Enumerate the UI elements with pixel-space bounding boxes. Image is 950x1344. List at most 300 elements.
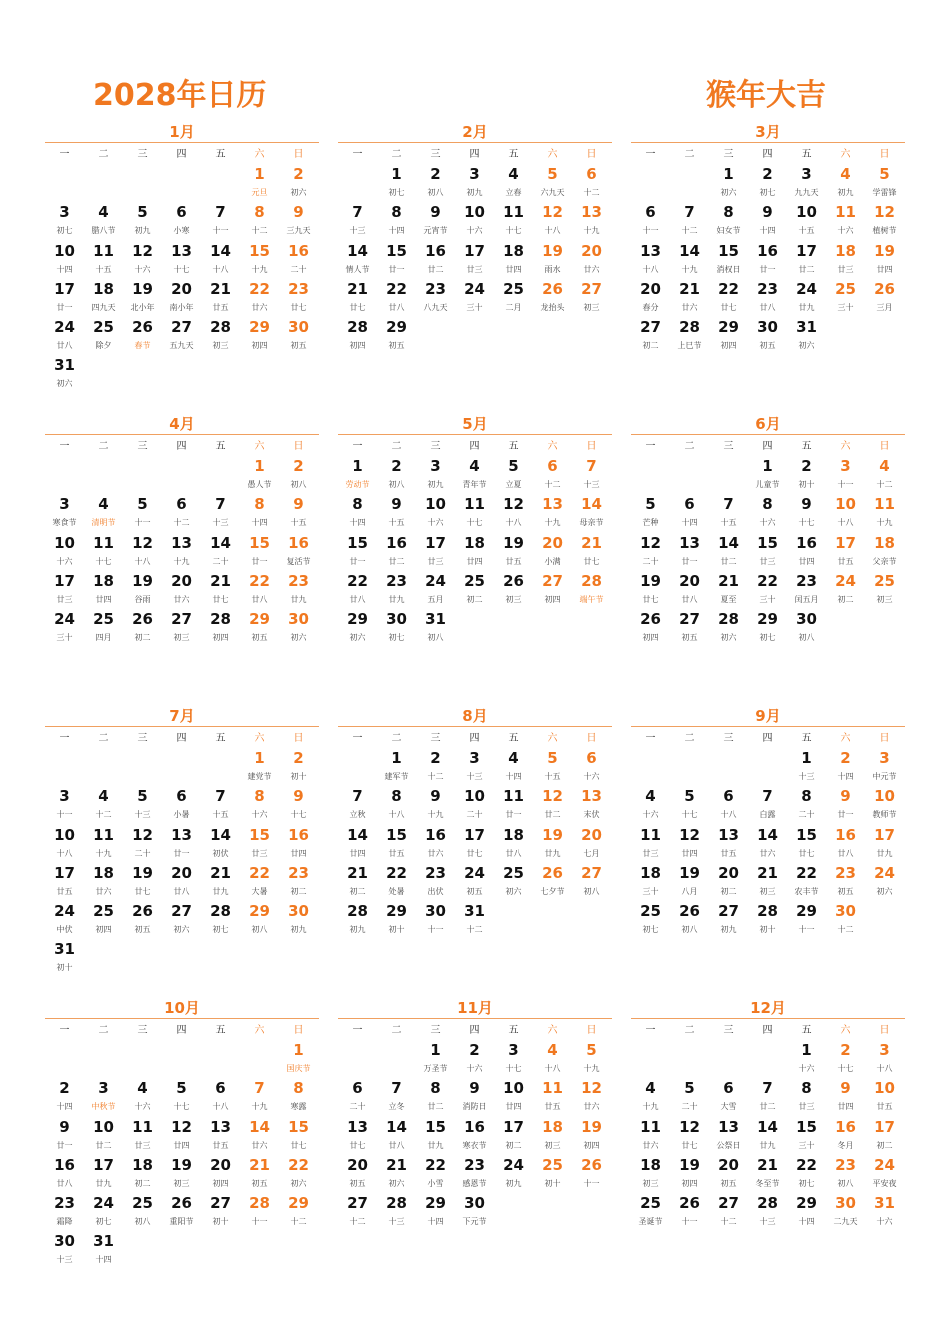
day-number: 1 <box>254 165 265 183</box>
weekday-label: 二 <box>391 441 402 452</box>
day-number: 3 <box>801 165 812 183</box>
day-number: 12 <box>542 787 563 806</box>
day-cell <box>338 532 377 570</box>
day-number: 20 <box>679 571 700 590</box>
day-number: 30 <box>835 902 856 921</box>
empty-cell <box>631 163 670 201</box>
lunar-label: 三十 <box>798 1140 815 1150</box>
day-cell <box>670 240 709 278</box>
empty-cell <box>240 1039 279 1077</box>
month-title: 6月 <box>755 415 781 433</box>
day-cell <box>416 240 455 278</box>
lunar-label: 学雷锋 <box>872 188 897 197</box>
day-number: 17 <box>425 533 446 552</box>
day-number: 6 <box>684 495 695 514</box>
lunar-label: 十三 <box>388 1217 405 1227</box>
lunar-label: 初十 <box>290 772 307 781</box>
lunar-label: 十六 <box>583 772 600 781</box>
day-cell <box>631 608 670 646</box>
lunar-label: 初七 <box>642 925 659 935</box>
lunar-label: 十一 <box>212 226 229 236</box>
lunar-label: 寒衣节 <box>462 1140 487 1150</box>
day-grid <box>631 747 905 938</box>
day-cell <box>45 532 84 570</box>
day-cell <box>45 1116 84 1154</box>
day-number: 4 <box>645 1079 656 1098</box>
day-cell <box>279 316 318 354</box>
lunar-label: 廿七 <box>583 556 600 566</box>
day-cell <box>709 900 748 938</box>
day-cell <box>494 1039 533 1077</box>
lunar-label: 廿八 <box>388 1140 405 1150</box>
lunar-label: 十八 <box>212 264 229 274</box>
lunar-label: 廿一 <box>251 556 268 566</box>
day-number: 29 <box>249 610 270 629</box>
lunar-label: 冬至节 <box>755 1178 780 1188</box>
day-number: 4 <box>469 457 480 475</box>
day-cell <box>455 493 494 531</box>
lunar-label: 初十 <box>798 480 815 489</box>
lunar-label: 十三 <box>212 518 229 528</box>
day-cell <box>84 824 123 862</box>
day-number: 24 <box>54 318 75 337</box>
weekday-label: 二 <box>391 1025 402 1036</box>
day-cell <box>123 278 162 316</box>
weekday-label: 三 <box>137 733 148 744</box>
day-cell <box>826 747 865 785</box>
day-number: 30 <box>835 1194 856 1213</box>
day-number: 19 <box>542 241 563 260</box>
weekday-label: 四 <box>469 441 480 452</box>
day-cell <box>670 785 709 823</box>
day-number: 8 <box>723 203 734 222</box>
day-number: 28 <box>679 318 700 337</box>
day-cell <box>416 493 455 531</box>
day-cell <box>123 570 162 608</box>
day-number: 27 <box>171 610 192 629</box>
day-cell <box>201 532 240 570</box>
day-cell <box>670 1116 709 1154</box>
lunar-label: 廿一 <box>505 810 522 820</box>
day-number: 19 <box>581 1117 602 1136</box>
day-number: 29 <box>796 902 817 921</box>
lunar-label: 初八 <box>681 925 698 935</box>
weekday-label: 四 <box>176 1025 187 1036</box>
lunar-label: 十一 <box>798 925 815 935</box>
weekday-label: 二 <box>391 733 402 744</box>
lunar-label: 廿六 <box>427 848 444 858</box>
lunar-label: 廿六 <box>681 302 698 312</box>
lunar-label: 廿一 <box>173 848 190 858</box>
day-number: 5 <box>879 165 890 183</box>
day-number: 30 <box>386 610 407 629</box>
lunar-label: 廿九 <box>544 848 561 858</box>
day-cell <box>240 455 279 493</box>
day-cell <box>162 316 201 354</box>
day-number: 7 <box>762 787 773 806</box>
lunar-label: 初八 <box>427 188 444 197</box>
lunar-label: 初四 <box>544 594 561 604</box>
weekday-label: 六 <box>840 441 851 452</box>
day-number: 12 <box>542 203 563 222</box>
day-number: 26 <box>132 610 153 629</box>
day-number: 7 <box>684 203 695 222</box>
lunar-label: 国庆节 <box>286 1064 311 1073</box>
day-cell <box>748 278 787 316</box>
lunar-label: 五月 <box>427 594 444 604</box>
day-number: 31 <box>464 902 485 921</box>
lunar-label: 十三 <box>56 1255 73 1265</box>
lunar-label: 七月 <box>583 848 600 858</box>
day-cell <box>787 900 826 938</box>
day-number: 10 <box>796 203 817 222</box>
day-number: 20 <box>581 241 602 260</box>
lunar-label: 廿六 <box>173 594 190 604</box>
empty-cell <box>748 747 787 785</box>
day-number: 2 <box>762 165 773 183</box>
day-number: 21 <box>210 571 231 590</box>
lunar-label: 廿三 <box>466 264 483 274</box>
lunar-label: 初九 <box>349 925 366 935</box>
day-cell <box>631 278 670 316</box>
day-cell <box>572 455 611 493</box>
lunar-label: 十八 <box>720 810 737 820</box>
lunar-label: 南小年 <box>169 302 194 312</box>
day-cell <box>865 1077 904 1115</box>
day-number: 2 <box>469 1041 480 1059</box>
weekday-label: 四 <box>176 149 187 160</box>
day-number: 22 <box>249 279 270 298</box>
day-grid <box>45 163 319 393</box>
day-number: 26 <box>132 318 153 337</box>
weekday-label: 三 <box>723 149 734 160</box>
day-cell <box>45 1154 84 1192</box>
lunar-label: 初六 <box>56 379 73 389</box>
lunar-label: 廿八 <box>505 848 522 858</box>
lunar-label: 初七 <box>798 1178 815 1188</box>
day-number: 29 <box>288 1194 309 1213</box>
lunar-label: 十七 <box>505 226 522 236</box>
lunar-label: 十一 <box>642 226 659 236</box>
day-number: 22 <box>796 1155 817 1174</box>
weekday-label: 日 <box>879 1025 890 1036</box>
lunar-label: 十一 <box>251 1217 268 1227</box>
day-cell <box>455 455 494 493</box>
day-number: 13 <box>542 495 563 514</box>
day-cell <box>162 1077 201 1115</box>
lunar-label: 初三 <box>759 886 776 896</box>
day-number: 15 <box>425 1117 446 1136</box>
day-cell <box>631 316 670 354</box>
day-number: 2 <box>293 165 304 183</box>
day-number: 13 <box>171 241 192 260</box>
day-cell <box>84 608 123 646</box>
day-cell <box>572 1116 611 1154</box>
lunar-label: 十七 <box>173 264 190 274</box>
day-number: 25 <box>640 902 661 921</box>
day-number: 16 <box>757 241 778 260</box>
day-number: 15 <box>386 241 407 260</box>
day-cell <box>455 785 494 823</box>
day-cell <box>279 1077 318 1115</box>
day-number: 23 <box>288 863 309 882</box>
lunar-label: 廿一 <box>388 264 405 274</box>
lunar-label: 初三 <box>173 633 190 643</box>
day-cell <box>338 608 377 646</box>
lunar-label: 十六 <box>134 264 151 274</box>
weekday-label: 一 <box>352 733 363 744</box>
day-number: 25 <box>503 279 524 298</box>
day-cell <box>533 570 572 608</box>
lunar-label: 廿二 <box>798 264 815 274</box>
day-cell <box>826 570 865 608</box>
lunar-label: 十五 <box>290 518 307 528</box>
day-cell <box>279 1154 318 1192</box>
lunar-label: 端午节 <box>579 594 604 604</box>
day-number: 2 <box>293 749 304 767</box>
lunar-label: 初二 <box>290 886 307 896</box>
empty-cell <box>45 747 84 785</box>
lunar-label: 初十 <box>212 1217 229 1227</box>
lunar-label: 十八 <box>642 264 659 274</box>
day-cell <box>494 1116 533 1154</box>
day-cell <box>826 900 865 938</box>
day-cell <box>787 785 826 823</box>
day-cell <box>240 1154 279 1192</box>
day-grid <box>631 455 905 646</box>
lunar-label: 初四 <box>681 1178 698 1188</box>
day-cell <box>416 201 455 239</box>
lunar-label: 廿五 <box>505 556 522 566</box>
lunar-label: 十一 <box>427 925 444 935</box>
lunar-label: 大暑 <box>251 886 268 896</box>
lunar-label: 初四 <box>349 341 366 351</box>
day-cell <box>338 493 377 531</box>
lunar-label: 农丰节 <box>794 886 819 896</box>
day-cell <box>240 1077 279 1115</box>
lunar-label: 十八 <box>837 518 854 528</box>
lunar-label: 十七 <box>798 518 815 528</box>
lunar-label: 愚人节 <box>247 480 272 489</box>
day-number: 23 <box>464 1155 485 1174</box>
day-cell <box>240 824 279 862</box>
month-divider <box>45 1018 319 1019</box>
day-cell <box>201 862 240 900</box>
day-number: 19 <box>503 533 524 552</box>
day-cell <box>709 1116 748 1154</box>
day-number: 11 <box>464 495 485 514</box>
day-number: 29 <box>249 318 270 337</box>
empty-cell <box>84 1039 123 1077</box>
day-number: 23 <box>835 1155 856 1174</box>
day-cell <box>865 163 904 201</box>
day-cell <box>826 278 865 316</box>
day-cell <box>826 1192 865 1230</box>
lunar-label: 初八 <box>583 886 600 896</box>
day-cell <box>240 278 279 316</box>
day-cell <box>201 316 240 354</box>
lunar-label: 十四 <box>759 226 776 236</box>
day-number: 16 <box>386 533 407 552</box>
day-number: 4 <box>840 165 851 183</box>
day-number: 18 <box>93 863 114 882</box>
lunar-label: 初四 <box>212 1178 229 1188</box>
day-cell <box>201 824 240 862</box>
day-cell <box>455 1154 494 1192</box>
lunar-label: 廿二 <box>427 1102 444 1112</box>
day-cell <box>201 201 240 239</box>
day-number: 18 <box>464 533 485 552</box>
lunar-label: 廿七 <box>349 1140 366 1150</box>
lunar-label: 初二 <box>505 1140 522 1150</box>
day-number: 7 <box>586 457 597 475</box>
day-number: 28 <box>718 610 739 629</box>
lunar-label: 十六 <box>466 1064 483 1073</box>
empty-cell <box>709 455 748 493</box>
weekday-label: 四 <box>176 733 187 744</box>
lunar-label: 三十 <box>56 633 73 643</box>
empty-cell <box>201 163 240 201</box>
weekday-header <box>45 731 319 747</box>
day-number: 19 <box>171 1155 192 1174</box>
lunar-label: 廿四 <box>505 264 522 274</box>
day-number: 18 <box>132 1155 153 1174</box>
day-cell <box>201 278 240 316</box>
day-cell <box>279 1192 318 1230</box>
weekday-label: 四 <box>469 1025 480 1036</box>
lunar-label: 廿三 <box>251 848 268 858</box>
day-cell <box>670 493 709 531</box>
month-block <box>631 414 905 646</box>
day-cell <box>748 862 787 900</box>
day-cell <box>377 747 416 785</box>
day-cell <box>865 455 904 493</box>
month-title: 4月 <box>169 415 195 433</box>
day-number: 28 <box>757 902 778 921</box>
weekday-label: 五 <box>801 1025 812 1036</box>
weekday-label: 五 <box>508 1025 519 1036</box>
day-number: 10 <box>464 787 485 806</box>
day-number: 4 <box>508 749 519 767</box>
day-number: 6 <box>215 1079 226 1098</box>
day-cell <box>84 1154 123 1192</box>
day-number: 17 <box>835 533 856 552</box>
day-cell <box>865 240 904 278</box>
day-number: 19 <box>640 571 661 590</box>
day-number: 27 <box>581 863 602 882</box>
day-cell <box>240 747 279 785</box>
lunar-label: 十九 <box>876 518 893 528</box>
day-cell <box>123 532 162 570</box>
day-cell <box>533 278 572 316</box>
lunar-label: 十六 <box>837 226 854 236</box>
weekday-header <box>338 439 612 455</box>
day-cell <box>670 316 709 354</box>
day-number: 19 <box>132 863 153 882</box>
lunar-label: 十三 <box>583 480 600 489</box>
day-number: 19 <box>679 863 700 882</box>
lunar-label: 初五 <box>251 633 268 643</box>
lunar-label: 初三 <box>212 341 229 351</box>
day-cell <box>338 862 377 900</box>
day-cell <box>416 1116 455 1154</box>
day-cell <box>826 1116 865 1154</box>
lunar-label: 廿八 <box>349 594 366 604</box>
day-number: 21 <box>347 279 368 298</box>
lunar-label: 十四 <box>349 518 366 528</box>
lunar-label: 初七 <box>56 226 73 236</box>
lunar-label: 情人节 <box>345 264 370 274</box>
day-number: 21 <box>210 863 231 882</box>
day-cell <box>709 240 748 278</box>
lunar-label: 初六 <box>720 633 737 643</box>
day-number: 23 <box>386 571 407 590</box>
day-number: 30 <box>796 610 817 629</box>
day-number: 3 <box>469 165 480 183</box>
day-cell <box>416 824 455 862</box>
day-cell <box>338 1077 377 1115</box>
day-number: 14 <box>210 241 231 260</box>
day-number: 26 <box>874 279 895 298</box>
day-cell <box>162 824 201 862</box>
day-number: 24 <box>54 902 75 921</box>
day-number: 30 <box>288 902 309 921</box>
day-cell <box>45 570 84 608</box>
day-number: 3 <box>98 1079 109 1098</box>
day-number: 6 <box>176 203 187 222</box>
day-cell <box>631 900 670 938</box>
day-cell <box>377 608 416 646</box>
lunar-label: 立夏 <box>505 480 522 489</box>
lunar-label: 十七 <box>95 556 112 566</box>
day-cell <box>201 493 240 531</box>
day-number: 10 <box>54 825 75 844</box>
day-number: 22 <box>718 279 739 298</box>
day-cell <box>338 455 377 493</box>
lunar-label: 初六 <box>290 1178 307 1188</box>
month-block <box>338 706 612 938</box>
day-cell <box>533 532 572 570</box>
day-cell <box>748 1077 787 1115</box>
lunar-label: 廿四 <box>837 1102 854 1112</box>
weekday-label: 六 <box>254 441 265 452</box>
day-number: 28 <box>210 902 231 921</box>
day-number: 31 <box>425 610 446 629</box>
day-number: 17 <box>54 279 75 298</box>
weekday-label: 三 <box>430 1025 441 1036</box>
day-cell <box>865 824 904 862</box>
day-number: 13 <box>347 1117 368 1136</box>
lunar-label: 廿二 <box>759 1102 776 1112</box>
lunar-label: 初六 <box>720 188 737 197</box>
day-number: 15 <box>796 825 817 844</box>
lunar-label: 初四 <box>95 925 112 935</box>
day-cell <box>787 163 826 201</box>
lunar-label: 十二 <box>173 518 190 528</box>
day-cell <box>787 570 826 608</box>
lunar-label: 初六 <box>505 886 522 896</box>
day-number: 13 <box>718 825 739 844</box>
day-cell <box>533 785 572 823</box>
day-cell <box>670 900 709 938</box>
lunar-label: 廿三 <box>642 848 659 858</box>
lunar-label: 初九 <box>427 480 444 489</box>
day-number: 8 <box>801 1079 812 1098</box>
day-number: 15 <box>288 1117 309 1136</box>
lunar-label: 五九天 <box>169 341 194 351</box>
day-number: 26 <box>542 863 563 882</box>
empty-cell <box>84 163 123 201</box>
